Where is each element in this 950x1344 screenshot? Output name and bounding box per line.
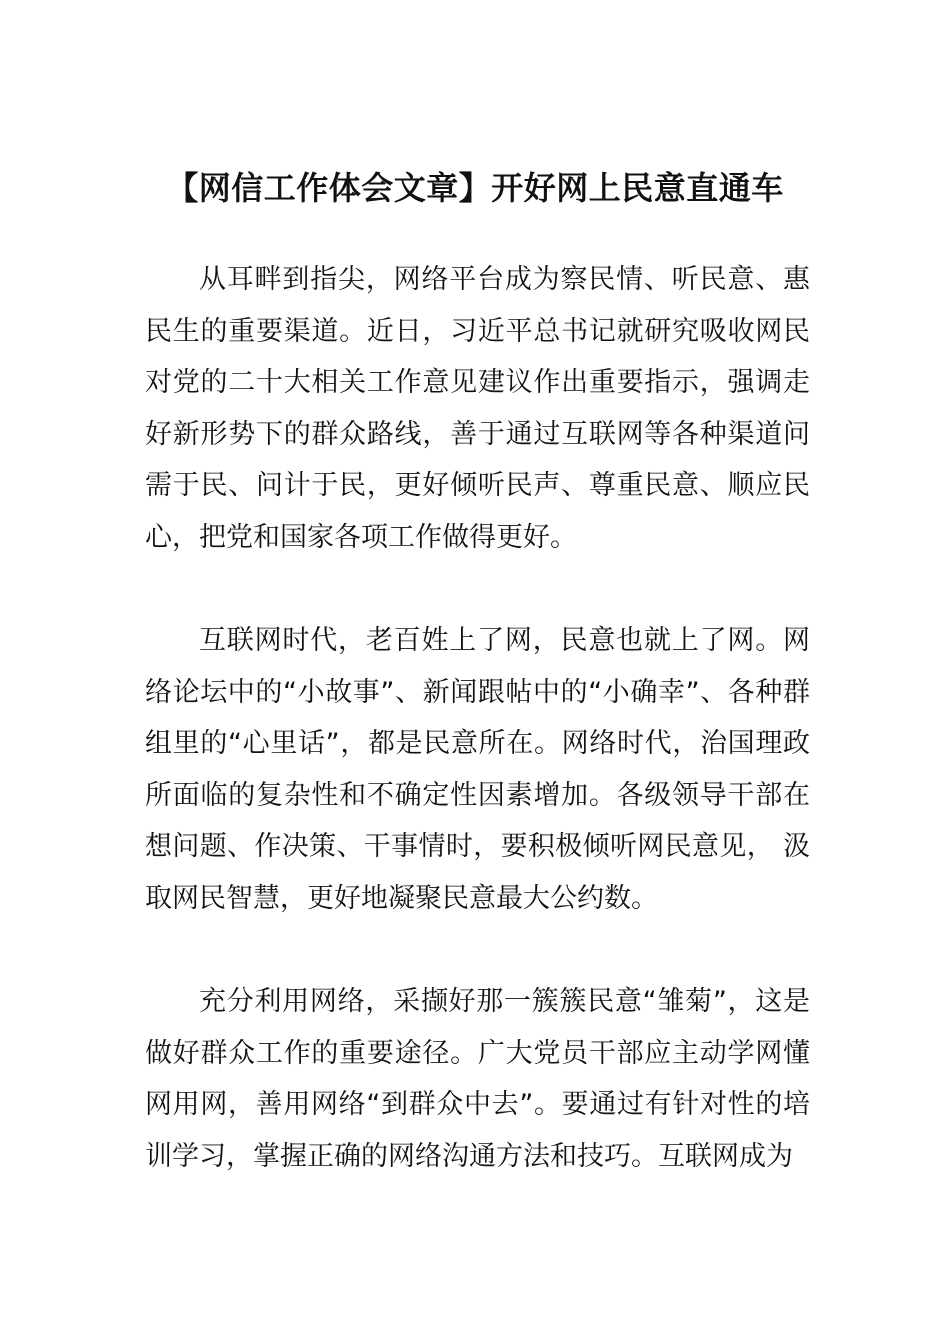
paragraph-2: 互联网时代，老百姓上了网，民意也就上了网。网络论坛中的“小故事”、新闻跟帖中的“小确幸”、各种群组里的“心里话”，都是民意所在。网络时代，治国理政所面临的复杂性和不确定性因素增加。各级领导干部在想问题、作决策、干事情时，要积极倾听网民意见， 汲取网民智慧，更好地凝聚民意最大公约数。 [145,625,810,914]
paragraph-1: 从耳畔到指尖，网络平台成为察民情、听民意、惠民生的重要渠道。近日，习近平总书记就研究吸收网民对党的二十大相关工作意见建议作出重要指示，强调走好新形势下的群众路线，善于通过互联网等各种渠道问需于民、问计于民，更好倾听民声、尊重民意、顺应民心，把党和国家各项工作做得更好。 [145,264,810,553]
page-title: 【网信工作体会文章】开好网上民意直通车 [166,169,784,207]
paragraph-3: 充分利用网络，采撷好那一簇簇民意“雏菊”，这是做好群众工作的重要途径。广大党员干部应主动学网懂网用网，善用网络“到群众中去”。要通过有针对性的培训学习，掌握正确的网络沟通方法和技巧。互联网成为 [145,986,810,1172]
article-body [145,254,810,1234]
